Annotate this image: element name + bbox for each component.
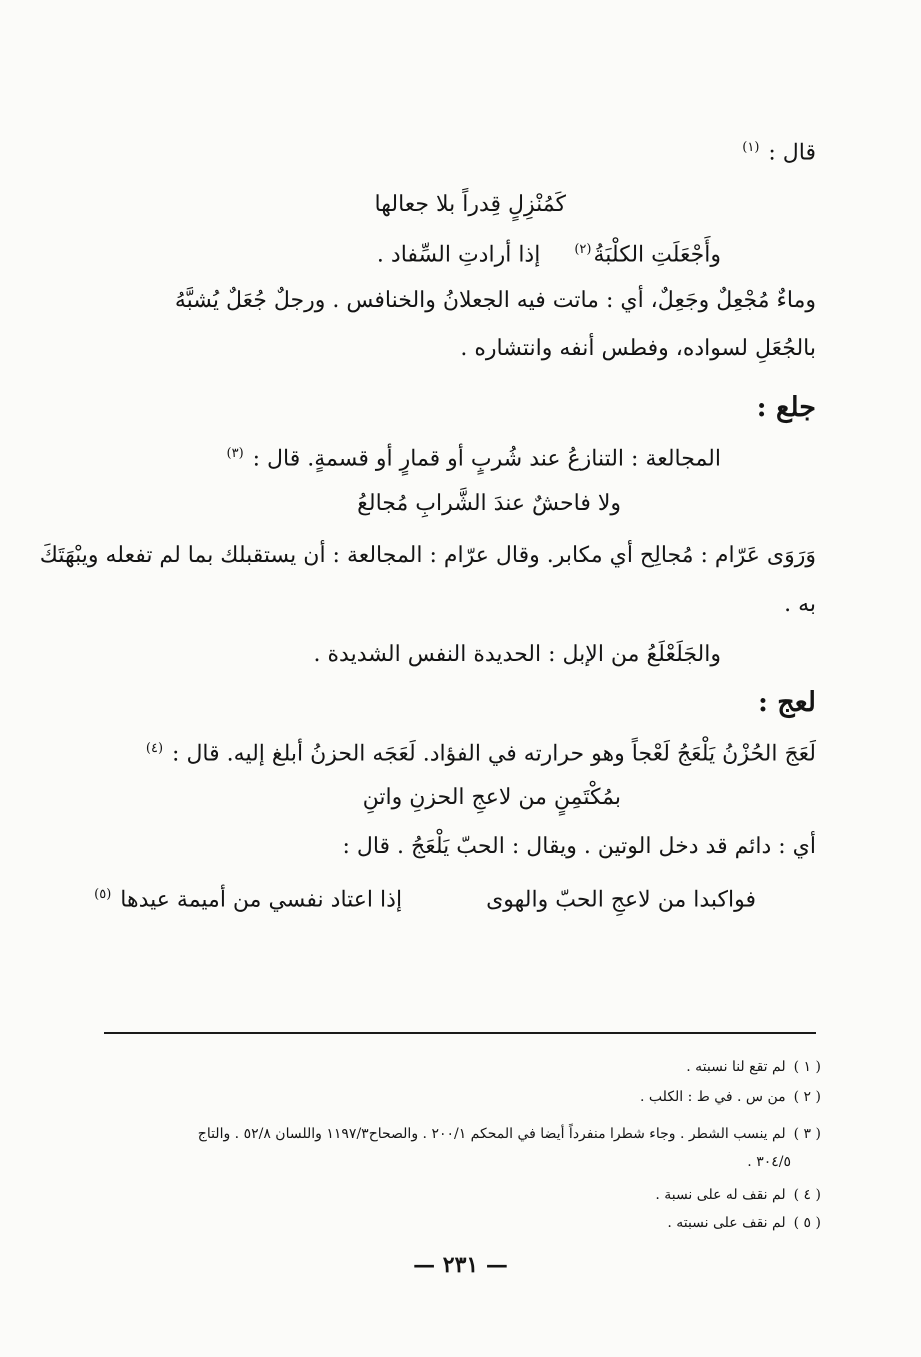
verse-line: كَمُنْزِلٍ قِدراً بلا جعالها xyxy=(374,192,566,217)
verse-line: فواكبدا من لاعجِ الحبّ والهوى إذا اعتاد نفسي من أميمة عيدها $^{(٥)}$ xyxy=(94,887,756,913)
paragraph-line: به . xyxy=(784,592,816,617)
footnote-continuation: ٣٠٤/٥ . xyxy=(747,1154,791,1170)
footnote-marker: (٣) xyxy=(226,446,244,461)
paragraph-line: المجالعة : التنازعُ عند شُربٍ أو قمارٍ أو قسمةٍ. قال : $^{(٣)}$ xyxy=(226,446,721,472)
page-number: — ٢٣١ — xyxy=(413,1252,508,1278)
paragraph-line: والجَلَعْلَعُ من الإبل : الحديدة النفس الشديدة . xyxy=(313,642,721,667)
verse-line: ولا فاحشٌ عندَ الشَّرابِ مُجالعُ xyxy=(357,491,621,516)
footnote: ( ٥ )لم نقف على نسبته . xyxy=(667,1215,821,1231)
text-line: قال : $^{(١)}$ xyxy=(742,140,816,166)
entry-heading: جلع : xyxy=(756,392,816,423)
footnote: ( ٣ )لم ينسب الشطر . وجاء شطرا منفرداً أيضا في المحكم ٢٠٠/١ . والصحاح١١٩٧/٣ واللسان ٥٢/٨ . والتاج xyxy=(197,1126,821,1142)
verse-line: وأَجْعَلَتِ الكلْبَةُ$^{(٢)}$ إذا أرادتِ السِّفاد . xyxy=(376,242,721,268)
footnote: ( ٢ )من س . في ط : الكلب . xyxy=(640,1089,821,1105)
paragraph-line: بالجُعَلِ لسواده، وفطس أنفه وانتشاره . xyxy=(460,336,816,361)
footnote: ( ١ )لم تقع لنا نسبته . xyxy=(686,1059,821,1075)
footnote-marker: (٥) xyxy=(94,887,112,902)
paragraph-line: لَعَجَ الحُزْنُ يَلْعَجُ لَعْجاً وهو حرارته في الفؤاد. لَعَجَه الحزنُ أبلغ إليه. قال : $^{(٤)}$ xyxy=(145,741,816,767)
verse-line: بمُكْتَمِنٍ من لاعجِ الحزنِ واتنِ xyxy=(362,785,621,810)
footnote: ( ٤ )لم نقف له على نسبة . xyxy=(655,1187,821,1203)
footnote-marker: (٢) xyxy=(574,242,592,257)
footnote-marker: (١) xyxy=(742,140,760,155)
paragraph-line: وَرَوَى عَرّام : مُجالِح أي مكابر. وقال عرّام : المجالعة : أن يستقبلك بما لم تفعله ويبْهَتَكَ xyxy=(39,543,816,568)
footnote-marker: (٤) xyxy=(145,741,164,756)
footnote-divider xyxy=(104,1032,816,1034)
paragraph-line: أي : دائم قد دخل الوتين . ويقال : الحبّ يَلْعَجُ . قال : xyxy=(342,834,816,859)
entry-heading: لعج : xyxy=(757,687,816,718)
paragraph-line: وماءٌ مُجْعِلٌ وجَعِلٌ، أي : ماتت فيه الجعلانُ والخنافس . ورجلٌ جُعَلٌ يُشبَّهُ xyxy=(174,288,816,313)
